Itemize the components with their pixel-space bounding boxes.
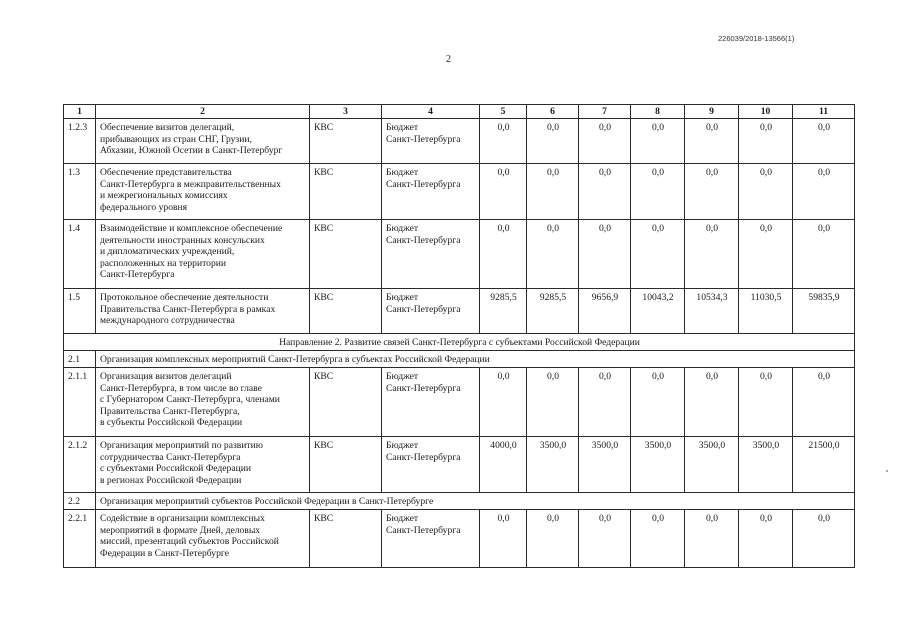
column-header: 10 bbox=[739, 105, 793, 119]
cell-line: Санкт-Петербурга bbox=[386, 303, 461, 315]
row-value: 0,0 bbox=[579, 119, 631, 164]
row-value: 10534,3 bbox=[685, 289, 739, 334]
direction-row bbox=[64, 334, 855, 351]
row-value: 0,0 bbox=[480, 368, 527, 437]
cell-line: Санкт-Петербурга bbox=[386, 234, 461, 246]
row-value: 0,0 bbox=[685, 510, 739, 568]
row-code: 2.2.1 bbox=[64, 510, 96, 568]
cell-line: Обеспечение представительства bbox=[100, 167, 232, 178]
row-code: 1.5 bbox=[64, 289, 96, 334]
row-value: 0,0 bbox=[685, 220, 739, 289]
row-value: 10043,2 bbox=[631, 289, 685, 334]
row-value: 0,0 bbox=[527, 119, 579, 164]
section-title: Организация комплексных мероприятий Санкт-Петербурга в субъектах Российской Федерации bbox=[96, 351, 855, 368]
section-row bbox=[64, 351, 855, 368]
row-value: 4000,0 bbox=[480, 437, 527, 493]
row-value: 3500,0 bbox=[579, 437, 631, 493]
row-value: 0,0 bbox=[739, 368, 793, 437]
row-executor: КВС bbox=[310, 368, 382, 437]
row-value: 0,0 bbox=[793, 510, 855, 568]
row-name bbox=[96, 368, 310, 437]
cell-line: федерального уровня bbox=[100, 201, 188, 213]
row-name bbox=[96, 289, 310, 334]
cell-line: Федерации в Санкт-Петербурге bbox=[100, 547, 229, 559]
row-value: 0,0 bbox=[739, 164, 793, 220]
row-value: 3500,0 bbox=[739, 437, 793, 493]
row-value: 0,0 bbox=[631, 368, 685, 437]
cell-line: Санкт-Петербурга bbox=[386, 451, 461, 463]
cell-line: и межрегиональных комиссиях bbox=[100, 190, 228, 202]
section-row bbox=[64, 493, 855, 510]
cell-line: Санкт-Петербурга bbox=[386, 382, 461, 394]
cell-line: Взаимодействие и комплексное обеспечение bbox=[100, 223, 283, 234]
cell-line: Бюджет bbox=[386, 292, 419, 303]
cell-line: Санкт-Петербурга bbox=[386, 524, 461, 536]
cell-line: Правительства Санкт-Петербурга, bbox=[100, 405, 240, 417]
cell-line: Санкт-Петербурга в межправительственных bbox=[100, 178, 281, 190]
row-code: 2.1.1 bbox=[64, 368, 96, 437]
row-value: 0,0 bbox=[685, 119, 739, 164]
cell-line: Бюджет bbox=[386, 440, 419, 451]
cell-line: Обеспечение визитов делегаций, bbox=[100, 122, 235, 133]
direction-title: Направление 2. Развитие связей Санкт-Петербурга с субъектами Российской Федерации bbox=[64, 334, 855, 351]
column-header: 2 bbox=[96, 105, 310, 119]
row-value: 3500,0 bbox=[631, 437, 685, 493]
row-executor: КВС bbox=[310, 119, 382, 164]
cell-line: Организация визитов делегаций bbox=[100, 371, 232, 382]
cell-line: Бюджет bbox=[386, 371, 419, 382]
row-value: 0,0 bbox=[685, 164, 739, 220]
row-value: 0,0 bbox=[480, 119, 527, 164]
row-funding-source bbox=[382, 119, 480, 164]
column-header: 8 bbox=[631, 105, 685, 119]
page-number: 2 bbox=[446, 54, 451, 65]
row-value: 0,0 bbox=[480, 510, 527, 568]
cell-line: сотрудничества Санкт-Петербурга bbox=[100, 451, 241, 463]
row-value: 0,0 bbox=[793, 164, 855, 220]
row-value: 0,0 bbox=[631, 119, 685, 164]
row-executor: КВС bbox=[310, 437, 382, 493]
header-row bbox=[64, 105, 855, 119]
section-code: 2.1 bbox=[64, 351, 96, 368]
cell-line: прибывающих из стран СНГ, Грузии, bbox=[100, 133, 252, 145]
table-row bbox=[64, 437, 855, 493]
row-value: 59835,9 bbox=[793, 289, 855, 334]
budget-table bbox=[63, 104, 855, 568]
row-name bbox=[96, 510, 310, 568]
row-value: 0,0 bbox=[631, 164, 685, 220]
table-row bbox=[64, 119, 855, 164]
cell-line: деятельности иностранных консульских bbox=[100, 234, 265, 246]
cell-line: международного сотрудничества bbox=[100, 315, 235, 327]
cell-line: Санкт-Петербурга bbox=[386, 178, 461, 190]
row-name bbox=[96, 164, 310, 220]
column-header: 6 bbox=[527, 105, 579, 119]
cell-line: в субъекты Российской Федерации bbox=[100, 417, 243, 429]
row-value: 0,0 bbox=[631, 510, 685, 568]
row-name bbox=[96, 220, 310, 289]
row-value: 0,0 bbox=[631, 220, 685, 289]
scan-speck bbox=[886, 470, 888, 472]
table-row bbox=[64, 510, 855, 568]
row-value: 21500,0 bbox=[793, 437, 855, 493]
cell-line: и дипломатических учреждений, bbox=[100, 246, 235, 258]
table-row bbox=[64, 368, 855, 437]
row-value: 0,0 bbox=[685, 368, 739, 437]
cell-line: мероприятий в формате Дней, деловых bbox=[100, 524, 261, 536]
row-value: 0,0 bbox=[793, 368, 855, 437]
column-header: 7 bbox=[579, 105, 631, 119]
row-funding-source bbox=[382, 164, 480, 220]
column-header: 3 bbox=[310, 105, 382, 119]
row-code: 1.4 bbox=[64, 220, 96, 289]
row-funding-source bbox=[382, 368, 480, 437]
cell-line: миссий, презентаций субъектов Российской bbox=[100, 536, 279, 548]
section-code: 2.2 bbox=[64, 493, 96, 510]
column-header: 9 bbox=[685, 105, 739, 119]
section-title: Организация мероприятий субъектов Российской Федерации в Санкт-Петербурге bbox=[96, 493, 855, 510]
row-funding-source bbox=[382, 220, 480, 289]
row-value: 0,0 bbox=[739, 119, 793, 164]
row-value: 0,0 bbox=[793, 220, 855, 289]
cell-line: Содействие в организации комплексных bbox=[100, 513, 265, 524]
cell-line: Санкт-Петербурга bbox=[100, 269, 175, 281]
cell-line: Бюджет bbox=[386, 513, 419, 524]
cell-line: Правительства Санкт-Петербурга в рамках bbox=[100, 303, 276, 315]
cell-line: Протокольное обеспечение деятельности bbox=[100, 292, 269, 303]
row-value: 0,0 bbox=[579, 164, 631, 220]
table-row bbox=[64, 289, 855, 334]
cell-line: Санкт-Петербурга, в том числе во главе bbox=[100, 382, 262, 394]
row-value: 0,0 bbox=[527, 368, 579, 437]
row-name bbox=[96, 119, 310, 164]
row-value: 0,0 bbox=[579, 510, 631, 568]
cell-line: Бюджет bbox=[386, 167, 419, 178]
cell-line: в регионах Российской Федерации bbox=[100, 474, 242, 486]
cell-line: с субъектами Российской Федерации bbox=[100, 463, 252, 475]
row-value: 0,0 bbox=[527, 220, 579, 289]
cell-line: расположенных на территории bbox=[100, 257, 227, 269]
row-value: 0,0 bbox=[579, 220, 631, 289]
row-value: 0,0 bbox=[739, 220, 793, 289]
column-header: 11 bbox=[793, 105, 855, 119]
cell-line: Бюджет bbox=[386, 122, 419, 133]
row-value: 3500,0 bbox=[685, 437, 739, 493]
table-row bbox=[64, 220, 855, 289]
cell-line: Бюджет bbox=[386, 223, 419, 234]
row-value: 0,0 bbox=[527, 164, 579, 220]
row-value: 0,0 bbox=[793, 119, 855, 164]
row-value: 0,0 bbox=[579, 368, 631, 437]
row-executor: КВС bbox=[310, 289, 382, 334]
table-row bbox=[64, 164, 855, 220]
row-code: 2.1.2 bbox=[64, 437, 96, 493]
row-value: 0,0 bbox=[739, 510, 793, 568]
row-value: 0,0 bbox=[527, 510, 579, 568]
cell-line: Организация мероприятий по развитию bbox=[100, 440, 263, 451]
row-value: 9656,9 bbox=[579, 289, 631, 334]
row-code: 1.3 bbox=[64, 164, 96, 220]
row-value: 0,0 bbox=[480, 220, 527, 289]
row-funding-source bbox=[382, 289, 480, 334]
document-id: 226039/2018-13566(1) bbox=[718, 34, 795, 43]
row-funding-source bbox=[382, 437, 480, 493]
row-value: 9285,5 bbox=[527, 289, 579, 334]
row-executor: КВС bbox=[310, 164, 382, 220]
cell-line: с Губернатором Санкт-Петербурга, членами bbox=[100, 394, 280, 406]
row-funding-source bbox=[382, 510, 480, 568]
row-value: 0,0 bbox=[480, 164, 527, 220]
row-value: 9285,5 bbox=[480, 289, 527, 334]
column-header: 5 bbox=[480, 105, 527, 119]
column-header: 1 bbox=[64, 105, 96, 119]
row-executor: КВС bbox=[310, 220, 382, 289]
row-value: 11030,5 bbox=[739, 289, 793, 334]
row-value: 3500,0 bbox=[527, 437, 579, 493]
row-code: 1.2.3 bbox=[64, 119, 96, 164]
column-header: 4 bbox=[382, 105, 480, 119]
row-executor: КВС bbox=[310, 510, 382, 568]
cell-line: Санкт-Петербурга bbox=[386, 133, 461, 145]
cell-line: Абхазии, Южной Осетии в Санкт-Петербург bbox=[100, 145, 283, 157]
row-name bbox=[96, 437, 310, 493]
